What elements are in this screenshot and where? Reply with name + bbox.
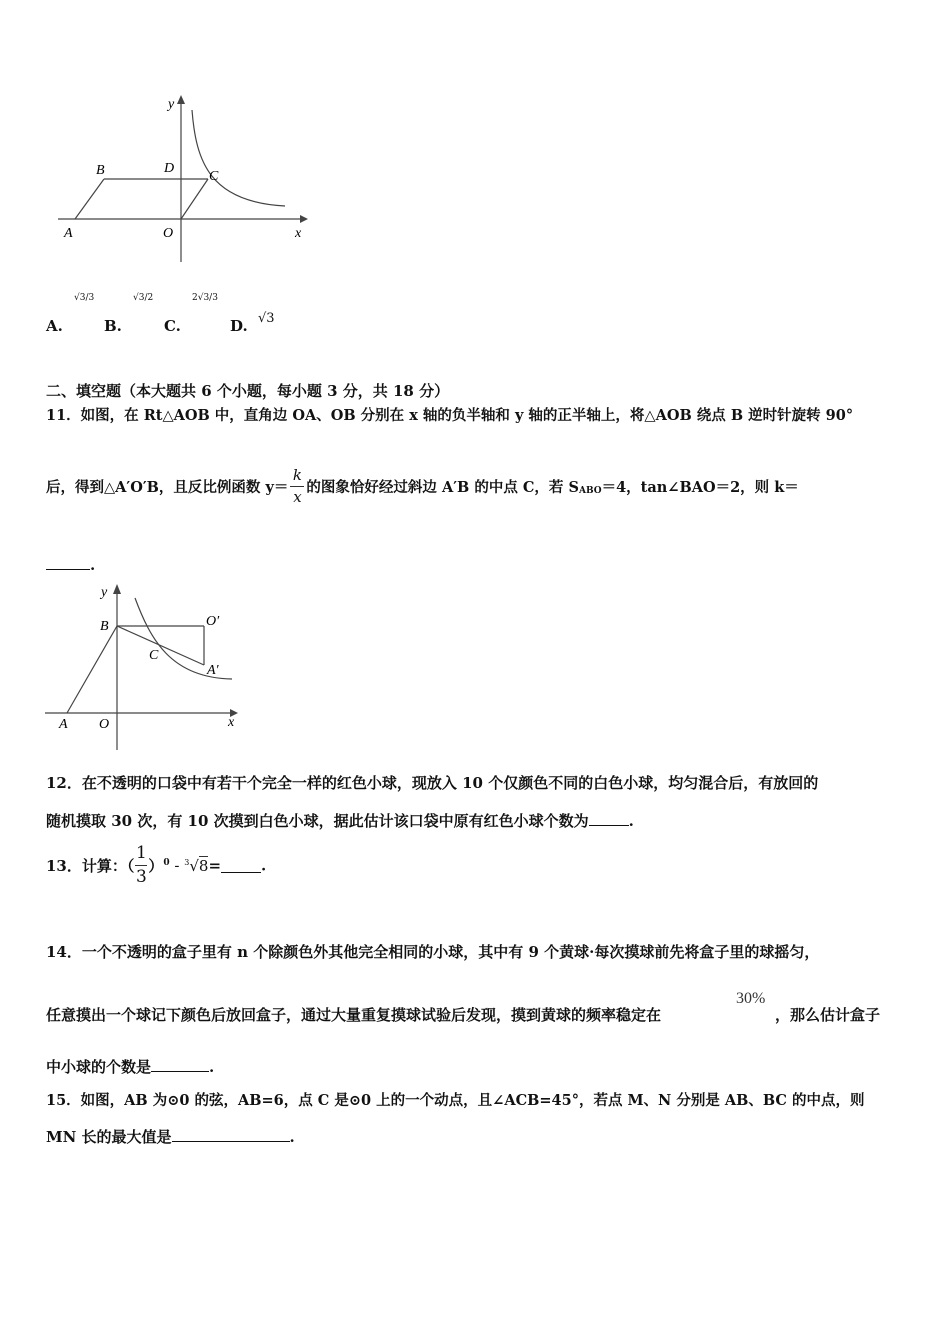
label-y-2: y xyxy=(101,585,108,600)
q11-sub-abo: ABO xyxy=(578,485,602,496)
option-a-letter: A. xyxy=(46,317,63,335)
label-b-2: B xyxy=(100,619,109,634)
segment-ab-2 xyxy=(67,626,117,713)
q13-line xyxy=(46,845,266,886)
q13-fraction-den: 3 xyxy=(135,867,147,887)
label-a: A xyxy=(64,226,73,241)
q13-prefix: 13．计算：（ xyxy=(46,857,135,875)
option-d xyxy=(230,317,248,335)
option-a xyxy=(46,317,63,335)
q11-fraction xyxy=(290,468,304,505)
label-y: y xyxy=(168,97,175,112)
label-c: C xyxy=(209,169,219,184)
q11-fraction-den: x xyxy=(293,488,302,506)
q13-radicand: 8 xyxy=(198,856,209,875)
segment-ba-prime xyxy=(117,626,204,665)
option-c-letter: C. xyxy=(164,317,181,335)
y-axis-arrow xyxy=(177,95,185,104)
label-b: B xyxy=(96,163,105,178)
label-a-prime: A′ xyxy=(207,663,219,678)
q11-answer-line xyxy=(46,555,95,574)
q13-mid: ） xyxy=(148,857,164,875)
q14-line3-text: 中小球的个数是 xyxy=(46,1058,152,1076)
label-o-prime: O′ xyxy=(206,614,220,629)
q13-end: . xyxy=(261,856,267,875)
hyperbola-curve xyxy=(192,110,285,206)
y-axis-2-arrow xyxy=(113,584,121,594)
q11-line2-end: ＝4，tan∠BAO＝2，则 k＝ xyxy=(601,479,799,496)
label-x: x xyxy=(295,226,302,241)
q11-fraction-bar xyxy=(290,486,304,487)
q13-eq: = xyxy=(208,856,222,875)
q13-fraction xyxy=(135,845,147,886)
label-a-2: A xyxy=(59,717,68,732)
q15-answer-blank[interactable] xyxy=(172,1127,290,1142)
q15-end: . xyxy=(289,1128,295,1146)
q13-root xyxy=(184,857,208,875)
q11-answer-end: . xyxy=(90,556,96,574)
option-c xyxy=(164,317,181,335)
q12-end: . xyxy=(628,812,634,830)
q15-line1: 15．如图，AB 为⊙0 的弦，AB=6，点 C 是⊙0 上的一个动点，且∠ACB=45°，若点 M、N 分别是 AB、BC 的中点，则 xyxy=(46,1092,865,1109)
q11-line2 xyxy=(46,468,799,505)
q12-line1: 12．在不透明的口袋中有若干个完全一样的红色小球，现放入 10 个仅颜色不同的白色小球，均匀混合后，有放回的 xyxy=(46,774,819,792)
option-d-letter: D. xyxy=(230,317,248,335)
q13-answer-blank[interactable] xyxy=(221,858,261,873)
q14-line2-suffix: ，那么估计盒子 xyxy=(775,1006,881,1024)
option-b-value: √3/2 xyxy=(133,293,154,303)
q14-line2-prefix: 任意摸出一个球记下颜色后放回盒子，通过大量重复摸球试验后发现，摸到黄球的频率稳定在 xyxy=(46,1006,662,1024)
q14-line1: 14．一个不透明的盒子里有 n 个除颜色外其他完全相同的小球，其中有 9 个黄球·每次摸球前先将盒子里的球摇匀， xyxy=(46,943,820,961)
q15-line2 xyxy=(46,1126,295,1147)
x-axis-arrow xyxy=(300,215,308,223)
q12-answer-blank[interactable] xyxy=(589,811,629,826)
q11-answer-blank[interactable] xyxy=(46,555,90,570)
label-c-2: C xyxy=(149,648,159,663)
section-heading: 二、填空题（本大题共 6 个小题，每小题 3 分，共 18 分） xyxy=(46,382,450,400)
figure-1-graph xyxy=(50,92,320,272)
figure-2-graph xyxy=(40,578,250,756)
q13-fraction-num: 1 xyxy=(135,843,147,863)
option-b xyxy=(104,317,122,335)
q12-line2 xyxy=(46,810,634,831)
q14-line2 xyxy=(46,1004,661,1025)
option-b-letter: B. xyxy=(104,317,122,335)
label-d: D xyxy=(164,161,175,176)
q14-percent: 30% xyxy=(736,990,766,1007)
q12-line2-text: 随机摸取 30 次，有 10 次摸到白色小球，据此估计该口袋中原有红色小球个数为 xyxy=(46,812,589,830)
segment-ab xyxy=(75,179,104,219)
q13-minus: - xyxy=(169,856,185,875)
q13-power: 0 xyxy=(163,857,170,868)
option-a-value: √3/3 xyxy=(74,293,95,303)
q14-line3 xyxy=(46,1056,214,1077)
label-x-2: x xyxy=(228,715,235,730)
label-o-2: O xyxy=(99,717,110,732)
q13-root-index: 3 xyxy=(184,857,190,867)
segment-oc xyxy=(181,179,208,219)
option-c-value: 2√3/3 xyxy=(192,293,218,303)
q13-fraction-bar xyxy=(135,865,147,866)
q11-line2-prefix: 后，得到△A′O′B，且反比例函数 y＝ xyxy=(46,479,289,496)
q11-fraction-num: k xyxy=(292,466,302,484)
q11-line2-suffix: 的图象恰好经过斜边 A′B 的中点 C，若 S xyxy=(306,479,579,496)
q14-answer-blank[interactable] xyxy=(151,1057,209,1072)
q13-root-sign: √ xyxy=(189,856,199,875)
q15-line2-text: MN 长的最大值是 xyxy=(46,1128,172,1146)
q14-end: . xyxy=(209,1058,215,1076)
option-d-value: √3 xyxy=(258,311,275,326)
label-o: O xyxy=(163,226,174,241)
q11-line1: 11．如图，在 Rt△AOB 中，直角边 OA、OB 分别在 x 轴的负半轴和 y 轴的正半轴上，将△AOB 绕点 B 逆时针旋转 90° xyxy=(46,407,854,424)
